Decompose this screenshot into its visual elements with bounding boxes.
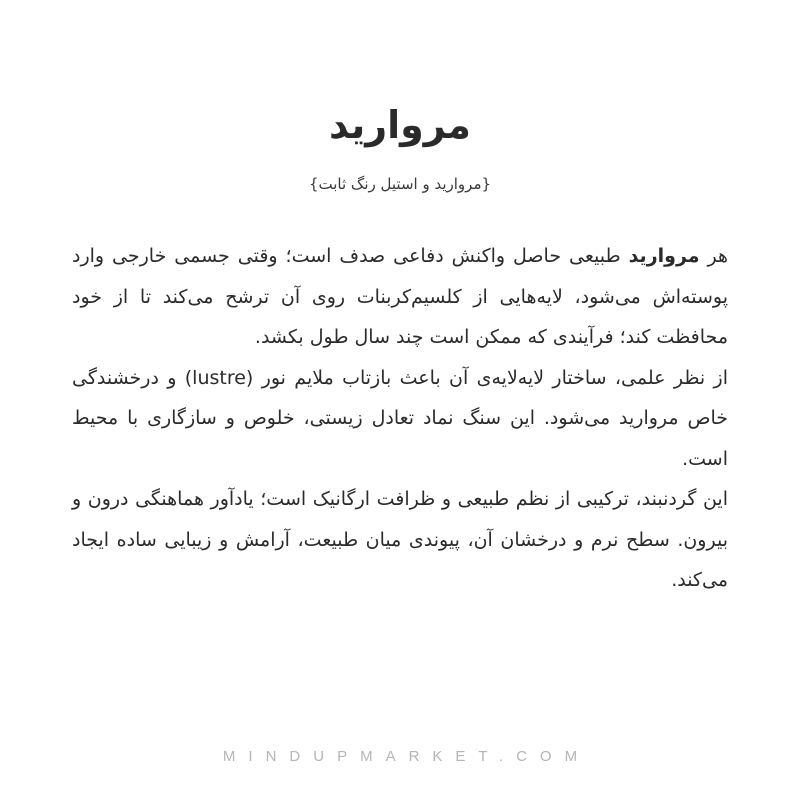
paragraph-text: طبیعی حاصل واکنش دفاعی صدف است؛ وقتی جسمی خارجی وارد پوسته‌اش می‌شود، لایه‌هایی از کلسیم‌کربنات روی آن ترشح می‌کند تا از خود محافظت کند؛ فرآیندی که ممکن است چند سال طول بکشد. — [72, 245, 728, 348]
paragraph-science — [72, 358, 728, 480]
latin-term: (lustre) — [184, 366, 254, 389]
paragraph-origin — [72, 236, 728, 358]
paragraph-text: از نظر علمی، ساختار لایه‌لایه‌ی آن باعث بازتاب ملایم نور — [253, 366, 728, 389]
paragraph-lead: هر — [699, 245, 728, 267]
page-title: مروارید — [329, 103, 471, 147]
highlighted-term: مروارید — [628, 245, 700, 267]
page-subtitle: {مروارید و استیل رنگ ثابت} — [308, 175, 492, 193]
footer-brand: MINDUPMARKET.COM — [222, 748, 591, 765]
paragraph-text: و درخشندگی خاص مروارید می‌شود. این سنگ نماد تعادل زیستی، خلوص و سازگاری با محیط است. — [72, 366, 728, 470]
paragraph-text: این گردنبند، ترکیبی از نظم طبیعی و ظرافت ارگانیک است؛ یادآور هماهنگی درون و بیرون. سطح نرم و درخشان آن، پیوندی میان طبیعت، آرامش و زیبایی ساده ایجاد می‌کند. — [72, 488, 728, 591]
paragraph-necklace — [72, 479, 728, 601]
article-body — [72, 236, 728, 601]
